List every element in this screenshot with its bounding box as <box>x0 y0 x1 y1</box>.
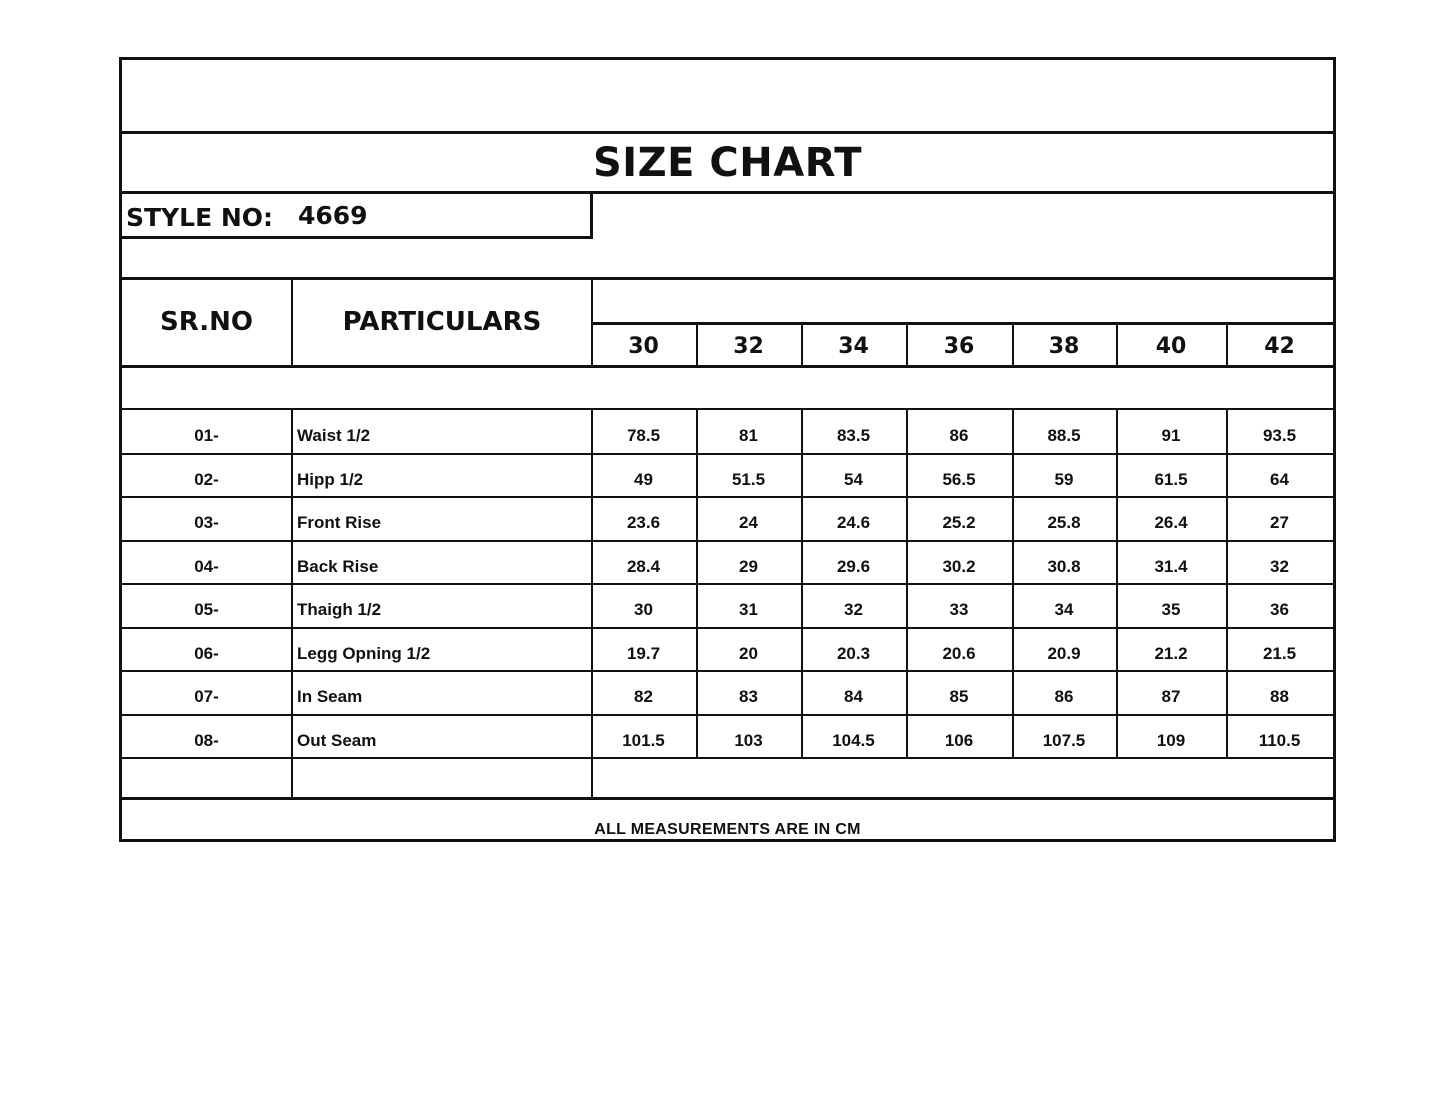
row-divider <box>122 670 1333 672</box>
measurement-cell: 20.9 <box>1047 643 1081 663</box>
measurement-cell: 103 <box>734 730 763 750</box>
particular-cell: Legg Opning 1/2 <box>297 643 431 663</box>
column-divider <box>906 322 908 365</box>
column-divider <box>1226 322 1228 365</box>
measurement-cell: 27 <box>1270 513 1289 532</box>
measurement-cell: 19.7 <box>626 643 661 663</box>
sr-no-cell: 01- <box>194 426 219 445</box>
sr-no-header: SR.NO <box>160 307 253 337</box>
measurement-cell: 30.2 <box>942 556 976 576</box>
measurement-cell: 56.5 <box>942 469 976 489</box>
column-divider <box>291 280 293 365</box>
measurement-cell: 64 <box>1270 469 1289 489</box>
measurement-cell: 31.4 <box>1154 556 1188 576</box>
measurement-cell: 61.5 <box>1154 469 1188 489</box>
measurement-cell: 82 <box>634 687 653 706</box>
divider <box>122 797 1333 800</box>
size-header: 40 <box>1155 334 1187 359</box>
style-no-value: 4669 <box>298 201 368 230</box>
particular-cell: Front Rise <box>297 513 382 532</box>
measurement-cell: 109 <box>1156 730 1186 750</box>
size-header: 32 <box>733 334 764 359</box>
measurement-cell: 106 <box>944 730 974 750</box>
measurement-cell: 78.5 <box>626 426 661 445</box>
measurement-cell: 25.2 <box>942 513 976 532</box>
size-header: 42 <box>1264 334 1295 359</box>
particular-cell: Thaigh 1/2 <box>297 600 382 619</box>
particular-cell: Waist 1/2 <box>297 426 371 445</box>
measurement-cell: 30.8 <box>1047 556 1081 576</box>
row-divider <box>122 714 1333 716</box>
measurement-cell: 84 <box>844 687 863 706</box>
particular-cell: Out Seam <box>297 730 377 750</box>
measurement-cell: 24 <box>739 513 758 532</box>
sr-no-cell: 08- <box>194 730 219 750</box>
measurement-cell: 107.5 <box>1042 730 1086 750</box>
column-divider <box>1012 322 1014 365</box>
measurement-cell: 23.6 <box>626 513 661 532</box>
measurement-cell: 32 <box>844 600 863 619</box>
measurement-cell: 54 <box>844 469 863 489</box>
measurement-cell: 25.8 <box>1047 513 1081 532</box>
page-title: SIZE CHART <box>592 140 863 186</box>
size-header: 38 <box>1048 334 1080 359</box>
measurement-cell: 93.5 <box>1262 426 1297 445</box>
measurement-cell: 88 <box>1270 687 1289 706</box>
sr-no-cell: 07- <box>194 687 219 706</box>
measurement-cell: 83.5 <box>836 426 871 445</box>
measurement-cell: 88.5 <box>1047 426 1081 445</box>
measurement-cell: 81 <box>739 426 758 445</box>
measurement-cell: 34 <box>1054 600 1074 619</box>
measurement-cell: 26.4 <box>1154 513 1188 532</box>
measurement-cell: 29 <box>739 556 758 576</box>
measurement-cell: 20.3 <box>836 643 871 663</box>
measurement-cell: 83 <box>739 687 758 706</box>
row-divider <box>122 583 1333 585</box>
measurement-cell: 32 <box>1270 556 1289 576</box>
measurement-cell: 21.5 <box>1262 643 1297 663</box>
measurement-cell: 86 <box>1054 687 1074 706</box>
column-divider <box>696 322 698 365</box>
column-divider <box>591 408 593 797</box>
row-divider <box>122 453 1333 455</box>
size-header: 36 <box>943 334 975 359</box>
measurement-cell: 20.6 <box>942 643 976 663</box>
measurement-cell: 20 <box>739 643 758 663</box>
sr-no-cell: 02- <box>194 469 219 489</box>
measurement-cell: 24.6 <box>836 513 871 532</box>
measurement-cell: 59 <box>1054 469 1074 489</box>
particular-cell: In Seam <box>297 687 363 706</box>
row-divider <box>122 627 1333 629</box>
measurement-cell: 104.5 <box>832 730 875 750</box>
divider <box>122 365 1333 368</box>
sr-no-cell: 05- <box>194 600 219 619</box>
particular-cell: Back Rise <box>297 556 379 576</box>
measurement-cell: 30 <box>634 600 653 619</box>
measurement-cell: 101.5 <box>622 730 665 750</box>
particulars-header: PARTICULARS <box>342 307 542 337</box>
measurement-cell: 49 <box>634 469 653 489</box>
footer-note: ALL MEASUREMENTS ARE IN CM <box>594 821 861 838</box>
measurement-cell: 86 <box>949 426 969 445</box>
measurement-cell: 35 <box>1161 600 1181 619</box>
measurement-cell: 110.5 <box>1258 730 1301 750</box>
sr-no-cell: 03- <box>194 513 219 532</box>
row-divider <box>122 496 1333 498</box>
measurement-cell: 36 <box>1270 600 1289 619</box>
row-divider <box>122 757 1333 759</box>
measurement-cell: 31 <box>739 600 758 619</box>
style-no-label: STYLE NO: <box>126 203 274 232</box>
size-header: 30 <box>628 334 659 359</box>
sr-no-cell: 04- <box>194 556 219 576</box>
sr-no-cell: 06- <box>194 643 219 663</box>
measurement-cell: 87 <box>1161 687 1181 706</box>
row-divider <box>122 540 1333 542</box>
measurement-cell: 33 <box>949 600 969 619</box>
measurement-cell: 28.4 <box>626 556 661 576</box>
measurement-cell: 85 <box>949 687 969 706</box>
column-divider <box>801 322 803 365</box>
size-chart-sheet <box>119 57 1336 842</box>
measurement-cell: 91 <box>1161 426 1181 445</box>
column-divider <box>1116 322 1118 365</box>
particular-cell: Hipp 1/2 <box>297 469 364 489</box>
measurement-cell: 21.2 <box>1154 643 1188 663</box>
size-header: 34 <box>838 334 869 359</box>
measurement-cell: 51.5 <box>731 469 766 489</box>
column-divider <box>591 280 593 365</box>
measurement-cell: 29.6 <box>836 556 871 576</box>
column-divider <box>291 408 293 797</box>
